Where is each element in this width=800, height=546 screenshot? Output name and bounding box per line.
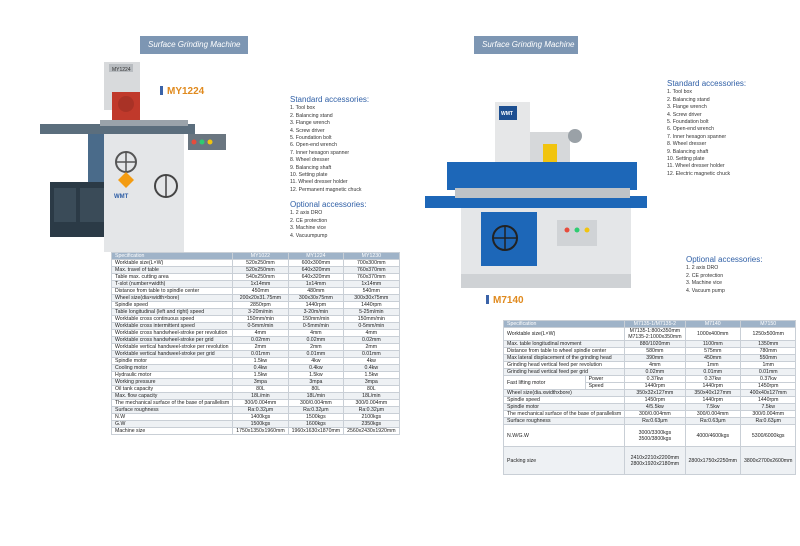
cell: N.W	[112, 414, 233, 421]
cell: 4/5.5kw	[625, 404, 685, 411]
left-standard-accessories	[290, 96, 400, 194]
cell: 2100kgs	[344, 414, 399, 421]
table-row	[504, 390, 796, 397]
cell: 5300/6000kgs	[741, 425, 796, 447]
table-row	[112, 372, 400, 379]
cell: Spindle motor	[504, 404, 625, 411]
list-item: 3. Machine vice	[290, 225, 327, 232]
cell: Max lateral displacement of the grinding head	[504, 355, 625, 362]
cell: 350x40x127mm	[685, 390, 740, 397]
cell: Ra:0.32μm	[233, 407, 288, 414]
table-row	[112, 267, 400, 274]
right-optional-title: Optional accessories:	[686, 255, 763, 264]
list-item: 7. Inner hexagon spanner	[667, 133, 727, 140]
cell: 1600kgs	[288, 421, 343, 428]
table-row	[504, 404, 796, 411]
cell: 760x370mm	[344, 274, 399, 281]
cell: 300/0.004mm	[741, 411, 796, 418]
cell: 0.01mm	[685, 369, 740, 376]
table-row	[112, 281, 400, 288]
cell: 1x14mm	[288, 281, 343, 288]
cell: Table max. cutting area	[112, 274, 233, 281]
cell: Distance from table to wheel spindle center	[504, 348, 625, 355]
table-row	[504, 369, 796, 376]
table-row	[112, 260, 400, 267]
cell: 1100mm	[685, 341, 740, 348]
right-optional-accessories	[686, 256, 786, 295]
list-item: 1. 2 axis DRO	[290, 210, 323, 217]
list-item: 6. Open-end wrench	[667, 126, 715, 133]
cell: 1.5kw	[344, 372, 399, 379]
cell: 0.37kw	[741, 376, 796, 383]
cell: 1x14mm	[344, 281, 399, 288]
table-row	[112, 288, 400, 295]
cell: 0-5mm/min	[344, 323, 399, 330]
cell: Machine size	[112, 428, 233, 435]
cell: 520x250mm	[233, 260, 288, 267]
cell: M7135-1:800x350mm M7135-2:1000x350mm	[625, 328, 685, 341]
cell: Ra:0.63μm	[685, 418, 740, 425]
list-item: 4. Vacuumpump	[290, 232, 328, 239]
left-banner: Surface Grinding Machine	[140, 36, 248, 54]
cell: G.W	[112, 421, 233, 428]
cell: Ra:0.63μm	[741, 418, 796, 425]
table-row	[504, 397, 796, 404]
table-row	[112, 323, 400, 330]
list-item: 5. Foundation bolt	[667, 119, 709, 126]
cell: Spindle speed	[112, 302, 233, 309]
cell: 0.4kw	[344, 365, 399, 372]
cell: 1440rpm	[685, 383, 740, 390]
cell: 390mm	[625, 355, 685, 362]
cell: 0.4kw	[233, 365, 288, 372]
left-col-my1224: MY1224	[288, 253, 343, 260]
right-standard-accessories	[667, 80, 787, 178]
cell: 300/0.004mm	[685, 411, 740, 418]
cell: 760x370mm	[344, 267, 399, 274]
cell: N.W/G.W	[504, 425, 625, 447]
cell: Oil tank capacity	[112, 386, 233, 393]
cell: 1450rpm	[625, 397, 685, 404]
cell: 200x20x31.75mm	[233, 295, 288, 302]
cell: 540x250mm	[233, 274, 288, 281]
cell: Wheel size(dia.xwidthxbore)	[504, 390, 625, 397]
cell: 1000x400mm	[685, 328, 740, 341]
list-item: 10. Setting plate	[290, 172, 328, 179]
list-item: 11. Wheel dresser holder	[667, 163, 725, 170]
cell: Spindle motor	[112, 358, 233, 365]
cell: Speed	[585, 383, 625, 390]
cell: 0.37kw	[625, 376, 685, 383]
cell: 450mm	[685, 355, 740, 362]
cell: Max. flow capacity	[112, 393, 233, 400]
cell: 80L	[233, 386, 288, 393]
cell: 880/1020mm	[625, 341, 685, 348]
cell: Cooling motor	[112, 365, 233, 372]
table-row	[112, 421, 400, 428]
table-row	[504, 341, 796, 348]
table-row	[112, 386, 400, 393]
cell: 2mm	[233, 344, 288, 351]
cell: 300/0.004mm	[233, 400, 288, 407]
cell: 300x30x75mm	[344, 295, 399, 302]
cell: 600x300mm	[288, 260, 343, 267]
m7140-machine-image	[425, 92, 655, 292]
table-row	[112, 400, 400, 407]
cell: 1440rpm	[685, 397, 740, 404]
table-row	[112, 295, 400, 302]
list-item: 5. Foundation bolt	[290, 135, 332, 142]
cell: 4000/4600kgs	[685, 425, 740, 447]
cell: 150mm/min	[288, 316, 343, 323]
cell: Wheel size(dia×width×bore)	[112, 295, 233, 302]
cell: Max. travel of table	[112, 267, 233, 274]
list-item: 1. 2 axis DRO	[686, 265, 719, 272]
cell: Fast lifting motor	[504, 376, 586, 390]
cell: 4mm	[288, 330, 343, 337]
right-col-spec: Specification	[504, 321, 625, 328]
cell: 0.37kw	[685, 376, 740, 383]
left-col-spec: Specification	[112, 253, 233, 260]
cell: 1.5kw	[233, 358, 288, 365]
cell: Hydraulic motor	[112, 372, 233, 379]
cell: 1440rpm	[344, 302, 399, 309]
cell: 1750x1350x1960mm	[233, 428, 288, 435]
cell: 4kw	[288, 358, 343, 365]
cell: 150mm/min	[344, 316, 399, 323]
cell: Worktable cross handwheel-stroke per grid	[112, 337, 233, 344]
table-row	[112, 414, 400, 421]
cell: Ra:0.32μm	[288, 407, 343, 414]
cell: 780mm	[741, 348, 796, 355]
list-item: 3. Flange wrench	[667, 104, 707, 111]
cell: 700x300mm	[344, 260, 399, 267]
cell: 2560x2430x1920mm	[344, 428, 399, 435]
right-spec-table	[503, 320, 796, 475]
cell: 1440rpm	[741, 397, 796, 404]
cell: Worktable vertical handweel-stroke per revolution	[112, 344, 233, 351]
cell: 1mm	[741, 362, 796, 369]
cell: 1440rpm	[288, 302, 343, 309]
cell: 575mm	[685, 348, 740, 355]
list-item: 8. Wheel dresser	[290, 157, 330, 164]
right-standard-title: Standard accessories:	[667, 79, 747, 88]
cell: 2350kgs	[344, 421, 399, 428]
cell: Ra:0.63μm	[625, 418, 685, 425]
cell: 450mm	[233, 288, 288, 295]
cell: 0.02mm	[625, 369, 685, 376]
cell: 7.5kw	[741, 404, 796, 411]
cell: 80L	[344, 386, 399, 393]
cell: Grinding head vertical feed per grid	[504, 369, 625, 376]
cell: Worktable cross continuous speed	[112, 316, 233, 323]
list-item: 4. Screw driver	[667, 111, 702, 118]
cell: 3000/3300kgs 3500/3800kgs	[625, 425, 685, 447]
cell: 520x250mm	[233, 267, 288, 274]
left-col-my1230: MY1230	[344, 253, 399, 260]
cell: Worktable cross handwheel-stroke per revolution	[112, 330, 233, 337]
list-item: 4. Vacuum pump	[686, 287, 725, 294]
cell: 3mpa	[288, 379, 343, 386]
table-row	[112, 330, 400, 337]
table-row	[112, 393, 400, 400]
table-row	[112, 274, 400, 281]
left-optional-accessories	[290, 201, 400, 240]
cell: Distance from table to spindle center	[112, 288, 233, 295]
list-item: 9. Balancing shaft	[667, 148, 709, 155]
list-item: 12. Electric magnetic chuck	[667, 170, 731, 177]
right-col-m7135: M7135-1/M7135-2	[625, 321, 685, 328]
list-item: 11. Wheel dresser holder	[290, 179, 348, 186]
list-item: 1. Tool box	[290, 105, 315, 112]
cell: 5-25m/min	[344, 309, 399, 316]
table-row	[504, 328, 796, 341]
table-row	[112, 358, 400, 365]
cell: 1x14mm	[233, 281, 288, 288]
cell: 2mm	[344, 344, 399, 351]
cell: 640x320mm	[288, 267, 343, 274]
cell: T-slot (number×width)	[112, 281, 233, 288]
cell: 300/0.004mm	[344, 400, 399, 407]
cell: Worktable size(L×W)	[112, 260, 233, 267]
list-item: 3. Flange wrench	[290, 120, 330, 127]
table-row	[112, 351, 400, 358]
cell: 0.01mm	[741, 369, 796, 376]
cell: 350x32x127mm	[625, 390, 685, 397]
list-item: 2. CE protection	[290, 217, 328, 224]
list-item: 12. Permanent magnetic chuck	[290, 186, 362, 193]
right-logo-text: WMT	[501, 111, 513, 117]
cell: 0.02mm	[344, 337, 399, 344]
table-row	[504, 447, 796, 475]
cell: 0-5mm/min	[288, 323, 343, 330]
table-row	[504, 411, 796, 418]
left-model: MY1224	[160, 86, 204, 97]
table-row	[504, 348, 796, 355]
cell: 0.01mm	[288, 351, 343, 358]
cell: 4kw	[344, 358, 399, 365]
logo-text: WMT	[114, 194, 129, 200]
cell: 4mm	[233, 330, 288, 337]
cell: 4mm	[344, 330, 399, 337]
my1224-machine-image	[40, 62, 260, 252]
cell: 80L	[288, 386, 343, 393]
cell: 0-5mm/min	[233, 323, 288, 330]
table-row	[112, 344, 400, 351]
table-row	[112, 407, 400, 414]
cell: 400x40x127mm	[741, 390, 796, 397]
table-row	[112, 365, 400, 372]
cell: 0.4kw	[288, 365, 343, 372]
cell: Grinding head vertical feed per revolution	[504, 362, 625, 369]
cell: 640x320mm	[288, 274, 343, 281]
list-item: 7. Inner hexagon spanner	[290, 149, 350, 156]
cell: 4mm	[625, 362, 685, 369]
left-standard-title: Standard accessories:	[290, 95, 370, 104]
cell: 540mm	[344, 288, 399, 295]
list-item: 9. Balancing shaft	[290, 164, 332, 171]
cell: 18L/min	[344, 393, 399, 400]
table-row	[504, 362, 796, 369]
cell: 7.5kw	[685, 404, 740, 411]
list-item: 2. Balancing stand	[667, 96, 710, 103]
cell: Ra:0.32μm	[344, 407, 399, 414]
cell: 18L/min	[288, 393, 343, 400]
cell: Table longitudinal (left and right) speed	[112, 309, 233, 316]
list-item: 10. Setting plate	[667, 156, 705, 163]
left-col-my1022: MY1022	[233, 253, 288, 260]
list-item: 3. Machine vice	[686, 280, 723, 287]
cell: 1450rpm	[741, 383, 796, 390]
cell: 3mpa	[344, 379, 399, 386]
cell: 0.01mm	[233, 351, 288, 358]
right-col-m7150: M7150	[741, 321, 796, 328]
cell: 2410x2210x2200mm 2800x1920x2180mm	[625, 447, 685, 475]
cell: 550mm	[741, 355, 796, 362]
cell: 1400kgs	[233, 414, 288, 421]
cell: 300/0.004mm	[625, 411, 685, 418]
cell: 480mm	[288, 288, 343, 295]
list-item: 2. CE protection	[686, 272, 724, 279]
list-item: 2. Balancing stand	[290, 112, 333, 119]
table-row	[112, 428, 400, 435]
table-row	[504, 376, 796, 383]
cell: 2800x1750x2250mm	[685, 447, 740, 475]
cell: 1500kgs	[288, 414, 343, 421]
cell: 1.5kw	[288, 372, 343, 379]
cell: Packing size	[504, 447, 625, 475]
left-optional-title: Optional accessories:	[290, 200, 367, 209]
list-item: 4. Screw driver	[290, 127, 325, 134]
cell: 300/0.004mm	[288, 400, 343, 407]
cell: Surface roughness	[112, 407, 233, 414]
table-row	[504, 418, 796, 425]
cell: 1250x500mm	[741, 328, 796, 341]
left-spec-table	[111, 252, 400, 435]
cell: 2mm	[288, 344, 343, 351]
table-row	[112, 337, 400, 344]
cell: 300x30x75mm	[288, 295, 343, 302]
cell: 1mm	[685, 362, 740, 369]
cell: 3-20m/min	[288, 309, 343, 316]
cell: Worktable vertical handweel-stroke per grid	[112, 351, 233, 358]
table-row	[112, 309, 400, 316]
list-item: 6. Open-end wrench	[290, 142, 338, 149]
list-item: 1. Tool box	[667, 89, 692, 96]
list-item: 8. Wheel dresser	[667, 141, 707, 148]
cell: 0.02mm	[288, 337, 343, 344]
machine-label: MY1224	[112, 67, 131, 73]
cell: Worktable size(L×W)	[504, 328, 625, 341]
cell: 1440rpm	[625, 383, 685, 390]
cell: 18L/min	[233, 393, 288, 400]
cell: Power	[585, 376, 625, 383]
cell: 150mm/min	[233, 316, 288, 323]
cell: 1.5kw	[233, 372, 288, 379]
cell: 1500kgs	[233, 421, 288, 428]
cell: Max. table longitudinal movment	[504, 341, 625, 348]
cell: 580mm	[625, 348, 685, 355]
cell: Spindle speed	[504, 397, 625, 404]
table-row	[112, 302, 400, 309]
right-model: M7140	[486, 295, 524, 306]
cell: 1350mm	[741, 341, 796, 348]
cell: 3mpa	[233, 379, 288, 386]
cell: The mechanical surface of the base of parallelism	[112, 400, 233, 407]
cell: 3800x2700x2600mm	[741, 447, 796, 475]
table-row	[112, 379, 400, 386]
table-row	[504, 355, 796, 362]
table-row	[504, 425, 796, 447]
right-banner: Surface Grinding Machine	[474, 36, 578, 54]
cell: Surface roughness	[504, 418, 625, 425]
cell: 0.02mm	[233, 337, 288, 344]
cell: Working pressure	[112, 379, 233, 386]
cell: 3-20m/min	[233, 309, 288, 316]
cell: 1960x1630x1870mm	[288, 428, 343, 435]
cell: 2850rpm	[233, 302, 288, 309]
cell: Worktable cross intermittent speed	[112, 323, 233, 330]
cell: The mechanical surface of the base of parallelism	[504, 411, 625, 418]
right-col-m7140: M7140	[685, 321, 740, 328]
table-row	[112, 316, 400, 323]
cell: 0.01mm	[344, 351, 399, 358]
